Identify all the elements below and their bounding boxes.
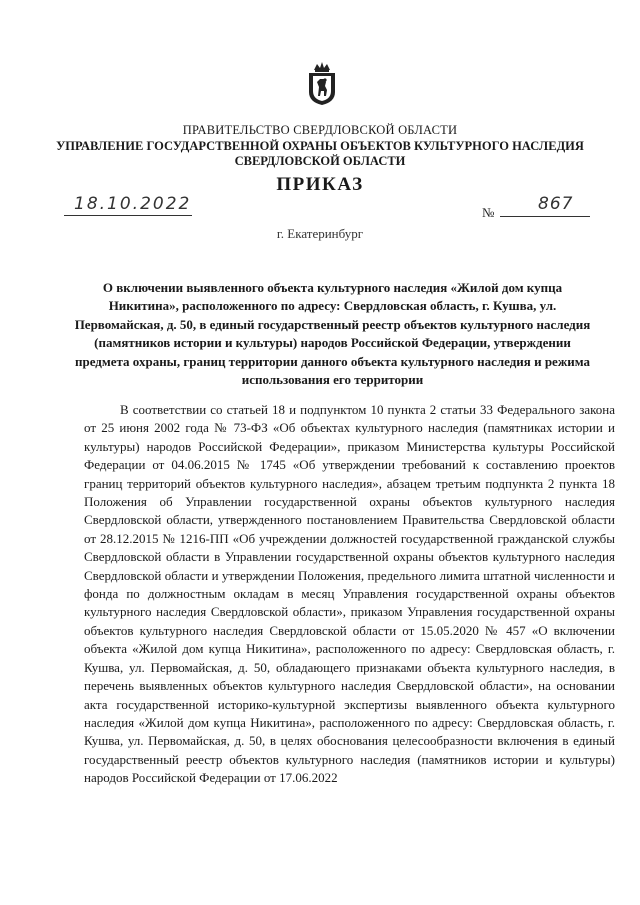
order-body-paragraph: В соответствии со статьей 18 и подпунктом 10 пункта 2 статьи 33 Федерального закона от 25 июня 2002 года № 73-ФЗ «Об объектах культурного наследия (памятниках истории и культуры) народов Российской Федерации», приказом Министерства культуры Российской Федерации от 04.06.2015 № 1745 «Об утверждении требований к составлению проектов границ территорий объектов культурного наследия», абзацем третьим подпункта 2 пункта 18 Положения об Управлении государственной охраны объектов культурного наследия Свердловской области, утвержденного постановлением Правительства Свердловской области от 28.12.2015 № 1216-ПП «Об учреждении должностей государственной гражданской службы Свердловской области в Управлении государственной охраны объектов культурного наследия Свердловской области и утверждении Положения, предельного лимита штатной численности и фонда по должностным окладам в месяц Управления государственной охраны объектов культурного наследия Свердловской области», приказом Управления государственной охраны объектов культурного наследия Свердловской области от 15.05.2020 № 457 «О включении объекта «Жилой дом купца Никитина», расположенного по адресу: Свердловская область, г. Кушва, ул. Первомайская, д. 50, обладающего признаками объекта культурного наследия, в перечень выявленных объектов культурного наследия Свердловской области», на основании акта государственной историко-культурной экспертизы выявленного объекта культурного наследия «Жилой дом купца Никитина», расположенного по адресу: Свердловская область, г. Кушва, ул. Первомайская, д. 50, в целях обоснования целесообразности включения в единый государственный реестр объектов культурного наследия (памятников истории и культуры) народов Российской Федерации от 17.06.2022	[84, 402, 615, 786]
handwritten-number: 867	[538, 194, 574, 214]
department-name	[0, 139, 640, 169]
date-field	[64, 194, 192, 216]
coat-of-arms-icon	[306, 60, 338, 106]
document-type: ПРИКАЗ	[276, 174, 364, 195]
number-label: №	[482, 205, 495, 220]
city: г. Екатеринбург	[276, 226, 364, 241]
number-field	[500, 194, 590, 217]
government-name: ПРАВИТЕЛЬСТВО СВЕРДЛОВСКОЙ ОБЛАСТИ	[182, 123, 458, 137]
department-line-1: УПРАВЛЕНИЕ ГОСУДАРСТВЕННОЙ ОХРАНЫ ОБЪЕКТОВ КУЛЬТУРНОГО НАСЛЕДИЯ	[56, 139, 584, 153]
order-subject: О включении выявленного объекта культурного наследия «Жилой дом купца Никитина», расположенного по адресу: Свердловская область, г. Кушва, ул. Первомайская, д. 50, в единый государственный реестр объектов культурного наследия (памятников истории и культуры) народов Российской Федерации, утверждении предмета охраны, границ территории данного объекта культурного наследия и режима использования его территории	[74, 280, 591, 388]
department-line-2: СВЕРДЛОВСКОЙ ОБЛАСТИ	[234, 154, 406, 168]
handwritten-date: 18.10.2022	[74, 194, 192, 214]
